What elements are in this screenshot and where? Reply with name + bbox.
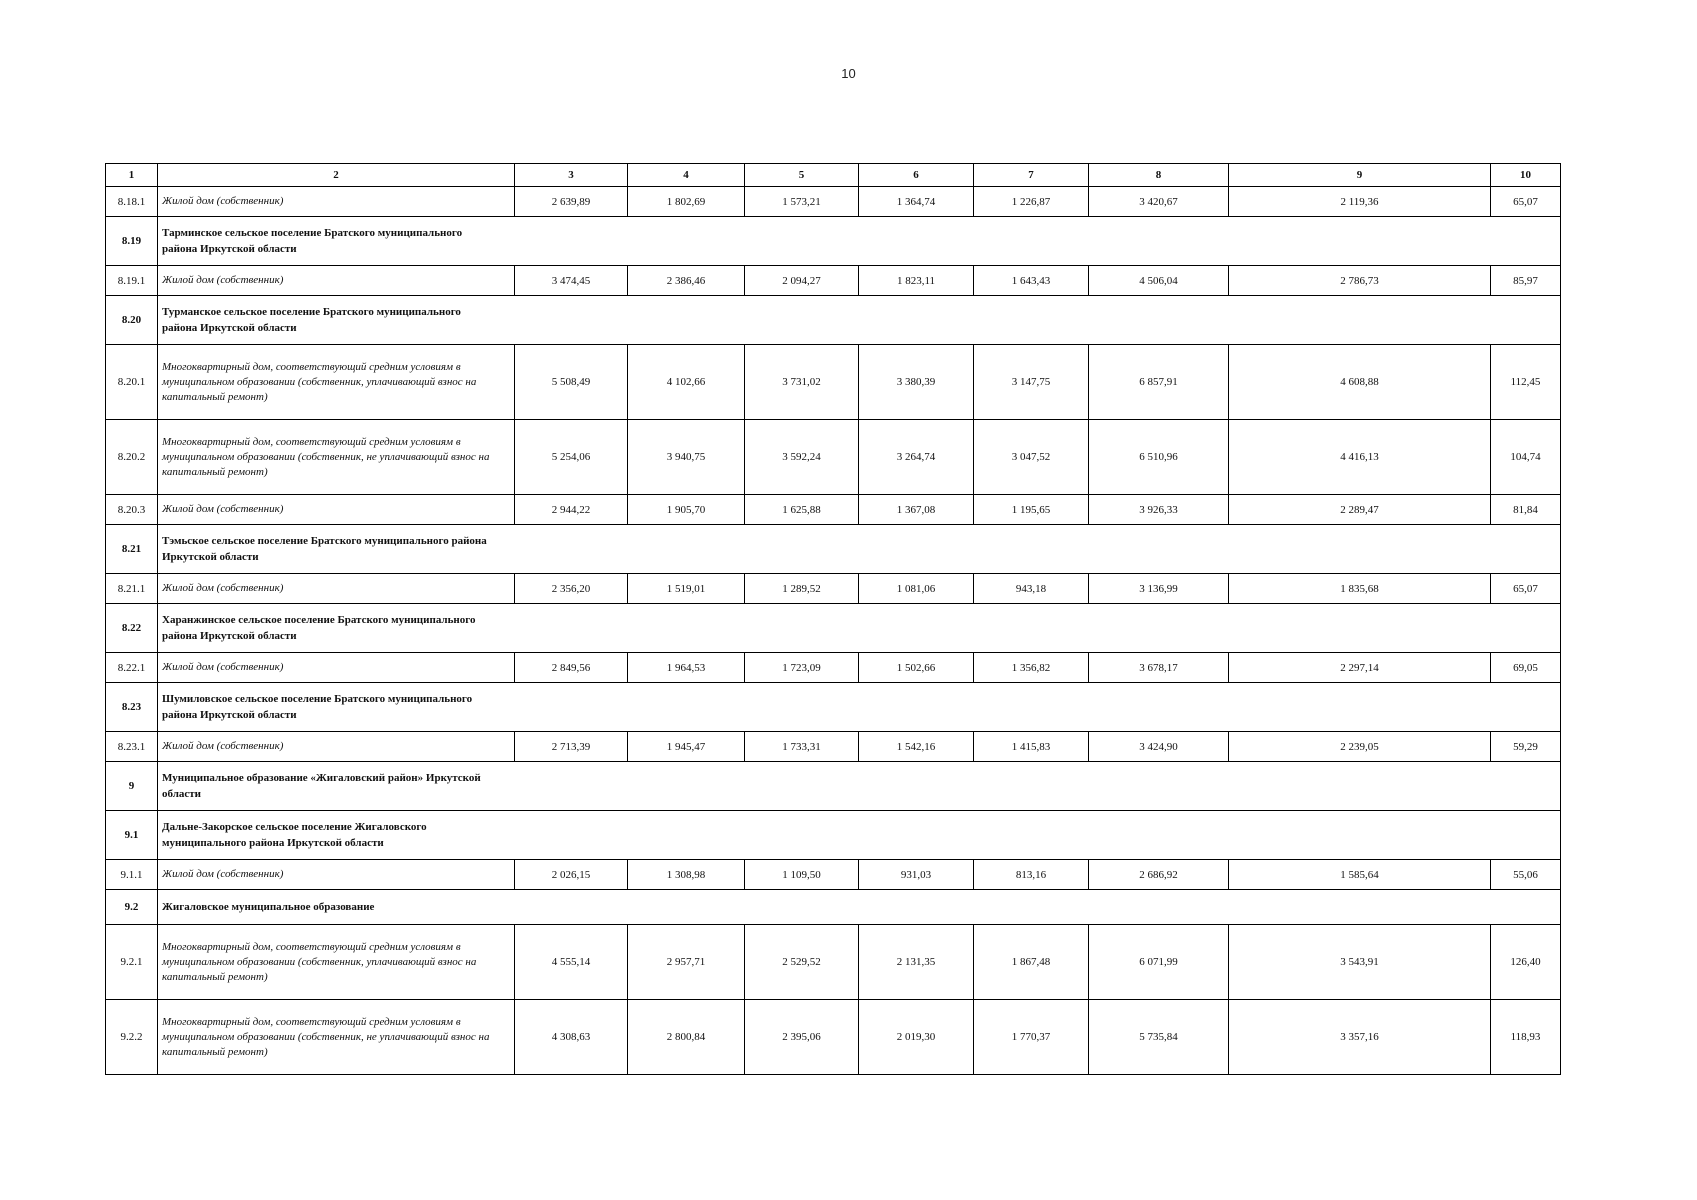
row-value: 2 356,20 <box>515 574 628 604</box>
section-code: 8.20 <box>106 296 158 345</box>
row-name: Жилой дом (собственник) <box>158 495 515 525</box>
row-value: 2 786,73 <box>1229 266 1491 296</box>
section-row <box>106 217 1561 266</box>
row-value: 6 857,91 <box>1089 345 1229 420</box>
row-value: 6 510,96 <box>1089 420 1229 495</box>
column-header: 8 <box>1089 164 1229 187</box>
row-value: 5 508,49 <box>515 345 628 420</box>
row-value: 1 823,11 <box>859 266 974 296</box>
tariff-table <box>105 163 1561 1075</box>
section-name <box>158 762 1561 811</box>
row-value: 5 735,84 <box>1089 1000 1229 1075</box>
row-value: 4 506,04 <box>1089 266 1229 296</box>
section-row <box>106 890 1561 925</box>
section-name-text: Тарминское сельское поселение Братского муниципального района Иркутской области <box>162 227 463 255</box>
row-value: 3 474,45 <box>515 266 628 296</box>
row-value: 2 094,27 <box>745 266 859 296</box>
table-row <box>106 925 1561 1000</box>
row-value: 943,18 <box>974 574 1089 604</box>
section-row <box>106 296 1561 345</box>
section-name <box>158 890 1561 925</box>
table-row <box>106 345 1561 420</box>
section-name <box>158 296 1561 345</box>
column-header: 10 <box>1491 164 1561 187</box>
row-value: 1 643,43 <box>974 266 1089 296</box>
row-value: 1 415,83 <box>974 732 1089 762</box>
row-value: 2 686,92 <box>1089 860 1229 890</box>
row-value: 1 835,68 <box>1229 574 1491 604</box>
table-row <box>106 860 1561 890</box>
row-value: 2 297,14 <box>1229 653 1491 683</box>
row-value: 5 254,06 <box>515 420 628 495</box>
row-name: Жилой дом (собственник) <box>158 860 515 890</box>
section-code: 9.1 <box>106 811 158 860</box>
row-value: 1 573,21 <box>745 187 859 217</box>
row-value: 2 239,05 <box>1229 732 1491 762</box>
column-header: 9 <box>1229 164 1491 187</box>
row-value: 3 136,99 <box>1089 574 1229 604</box>
row-value: 2 019,30 <box>859 1000 974 1075</box>
row-value: 2 386,46 <box>628 266 745 296</box>
row-value: 931,03 <box>859 860 974 890</box>
row-value: 4 308,63 <box>515 1000 628 1075</box>
column-header: 7 <box>974 164 1089 187</box>
row-name: Жилой дом (собственник) <box>158 266 515 296</box>
row-value: 6 071,99 <box>1089 925 1229 1000</box>
column-header: 5 <box>745 164 859 187</box>
row-value: 3 147,75 <box>974 345 1089 420</box>
row-value: 3 380,39 <box>859 345 974 420</box>
section-name <box>158 683 1561 732</box>
section-row <box>106 811 1561 860</box>
row-value: 81,84 <box>1491 495 1561 525</box>
table-row <box>106 266 1561 296</box>
row-value: 1 081,06 <box>859 574 974 604</box>
row-value: 3 047,52 <box>974 420 1089 495</box>
row-value: 2 119,36 <box>1229 187 1491 217</box>
row-value: 1 867,48 <box>974 925 1089 1000</box>
table-row <box>106 1000 1561 1075</box>
row-name: Многоквартирный дом, соответствующий средним условиям в муниципальном образовании (собственник, уплачивающий взнос на капитальный ремонт) <box>158 925 515 1000</box>
section-name-text: Дальне-Закорское сельское поселение Жигаловского муниципального района Иркутской области <box>162 821 427 849</box>
row-value: 2 639,89 <box>515 187 628 217</box>
row-value: 1 109,50 <box>745 860 859 890</box>
row-code: 9.1.1 <box>106 860 158 890</box>
row-value: 4 416,13 <box>1229 420 1491 495</box>
row-code: 8.22.1 <box>106 653 158 683</box>
row-name: Многоквартирный дом, соответствующий средним условиям в муниципальном образовании (собственник, уплачивающий взнос на капитальный ремонт) <box>158 345 515 420</box>
row-code: 8.19.1 <box>106 266 158 296</box>
row-value: 69,05 <box>1491 653 1561 683</box>
row-value: 1 802,69 <box>628 187 745 217</box>
row-value: 3 420,67 <box>1089 187 1229 217</box>
header-row <box>106 164 1561 187</box>
column-header: 1 <box>106 164 158 187</box>
row-value: 1 289,52 <box>745 574 859 604</box>
row-value: 1 585,64 <box>1229 860 1491 890</box>
row-value: 3 543,91 <box>1229 925 1491 1000</box>
section-code: 8.21 <box>106 525 158 574</box>
row-code: 9.2.2 <box>106 1000 158 1075</box>
section-row <box>106 683 1561 732</box>
row-code: 8.21.1 <box>106 574 158 604</box>
column-header: 4 <box>628 164 745 187</box>
section-name-text: Муниципальное образование «Жигаловский район» Иркутской области <box>162 772 481 800</box>
row-value: 2 026,15 <box>515 860 628 890</box>
row-value: 1 308,98 <box>628 860 745 890</box>
table-row <box>106 420 1561 495</box>
table-body <box>106 187 1561 1075</box>
row-value: 1 195,65 <box>974 495 1089 525</box>
row-code: 8.18.1 <box>106 187 158 217</box>
row-value: 3 357,16 <box>1229 1000 1491 1075</box>
row-value: 2 957,71 <box>628 925 745 1000</box>
row-value: 1 723,09 <box>745 653 859 683</box>
page-number: 10 <box>841 66 856 81</box>
row-value: 2 529,52 <box>745 925 859 1000</box>
row-name: Жилой дом (собственник) <box>158 187 515 217</box>
row-value: 65,07 <box>1491 187 1561 217</box>
row-value: 104,74 <box>1491 420 1561 495</box>
row-value: 59,29 <box>1491 732 1561 762</box>
row-value: 112,45 <box>1491 345 1561 420</box>
row-value: 2 131,35 <box>859 925 974 1000</box>
row-value: 2 289,47 <box>1229 495 1491 525</box>
row-value: 3 424,90 <box>1089 732 1229 762</box>
section-name <box>158 217 1561 266</box>
row-value: 2 395,06 <box>745 1000 859 1075</box>
row-value: 2 849,56 <box>515 653 628 683</box>
section-name <box>158 811 1561 860</box>
section-name <box>158 604 1561 653</box>
table-row <box>106 495 1561 525</box>
row-value: 3 264,74 <box>859 420 974 495</box>
section-name-text: Тэмьское сельское поселение Братского муниципального района Иркутской области <box>162 535 487 563</box>
row-value: 1 625,88 <box>745 495 859 525</box>
row-value: 3 678,17 <box>1089 653 1229 683</box>
row-value: 4 102,66 <box>628 345 745 420</box>
row-value: 2 944,22 <box>515 495 628 525</box>
row-value: 65,07 <box>1491 574 1561 604</box>
column-header: 2 <box>158 164 515 187</box>
row-name: Жилой дом (собственник) <box>158 732 515 762</box>
row-value: 3 940,75 <box>628 420 745 495</box>
row-value: 1 770,37 <box>974 1000 1089 1075</box>
row-value: 1 364,74 <box>859 187 974 217</box>
row-value: 2 713,39 <box>515 732 628 762</box>
section-name-text: Шумиловское сельское поселение Братского муниципального района Иркутской области <box>162 693 473 721</box>
section-code: 9.2 <box>106 890 158 925</box>
row-name: Жилой дом (собственник) <box>158 574 515 604</box>
table-row <box>106 653 1561 683</box>
section-code: 8.19 <box>106 217 158 266</box>
row-value: 4 608,88 <box>1229 345 1491 420</box>
row-value: 118,93 <box>1491 1000 1561 1075</box>
row-value: 1 733,31 <box>745 732 859 762</box>
section-name <box>158 525 1561 574</box>
section-code: 8.23 <box>106 683 158 732</box>
section-name-text: Харанжинское сельское поселение Братского муниципального района Иркутской области <box>162 614 476 642</box>
row-code: 8.20.2 <box>106 420 158 495</box>
row-value: 1 356,82 <box>974 653 1089 683</box>
row-value: 1 964,53 <box>628 653 745 683</box>
row-value: 4 555,14 <box>515 925 628 1000</box>
row-name: Многоквартирный дом, соответствующий средним условиям в муниципальном образовании (собственник, не уплачивающий взнос на капитальный ремонт) <box>158 1000 515 1075</box>
row-name: Многоквартирный дом, соответствующий средним условиям в муниципальном образовании (собственник, не уплачивающий взнос на капитальный ремонт) <box>158 420 515 495</box>
column-header: 3 <box>515 164 628 187</box>
section-code: 9 <box>106 762 158 811</box>
row-code: 8.20.3 <box>106 495 158 525</box>
section-row <box>106 762 1561 811</box>
row-value: 55,06 <box>1491 860 1561 890</box>
row-code: 8.23.1 <box>106 732 158 762</box>
section-name-text: Жигаловское муниципальное образование <box>162 901 375 913</box>
row-value: 1 945,47 <box>628 732 745 762</box>
section-code: 8.22 <box>106 604 158 653</box>
table-row <box>106 732 1561 762</box>
row-value: 3 926,33 <box>1089 495 1229 525</box>
row-code: 8.20.1 <box>106 345 158 420</box>
row-value: 2 800,84 <box>628 1000 745 1075</box>
row-value: 126,40 <box>1491 925 1561 1000</box>
row-value: 3 592,24 <box>745 420 859 495</box>
table-row <box>106 187 1561 217</box>
row-value: 813,16 <box>974 860 1089 890</box>
row-value: 1 226,87 <box>974 187 1089 217</box>
row-value: 1 502,66 <box>859 653 974 683</box>
row-value: 1 519,01 <box>628 574 745 604</box>
section-name-text: Турманское сельское поселение Братского муниципального района Иркутской области <box>162 306 461 334</box>
row-name: Жилой дом (собственник) <box>158 653 515 683</box>
row-value: 1 367,08 <box>859 495 974 525</box>
table-row <box>106 574 1561 604</box>
section-row <box>106 604 1561 653</box>
section-row <box>106 525 1561 574</box>
row-code: 9.2.1 <box>106 925 158 1000</box>
row-value: 85,97 <box>1491 266 1561 296</box>
row-value: 1 905,70 <box>628 495 745 525</box>
row-value: 1 542,16 <box>859 732 974 762</box>
row-value: 3 731,02 <box>745 345 859 420</box>
column-header: 6 <box>859 164 974 187</box>
